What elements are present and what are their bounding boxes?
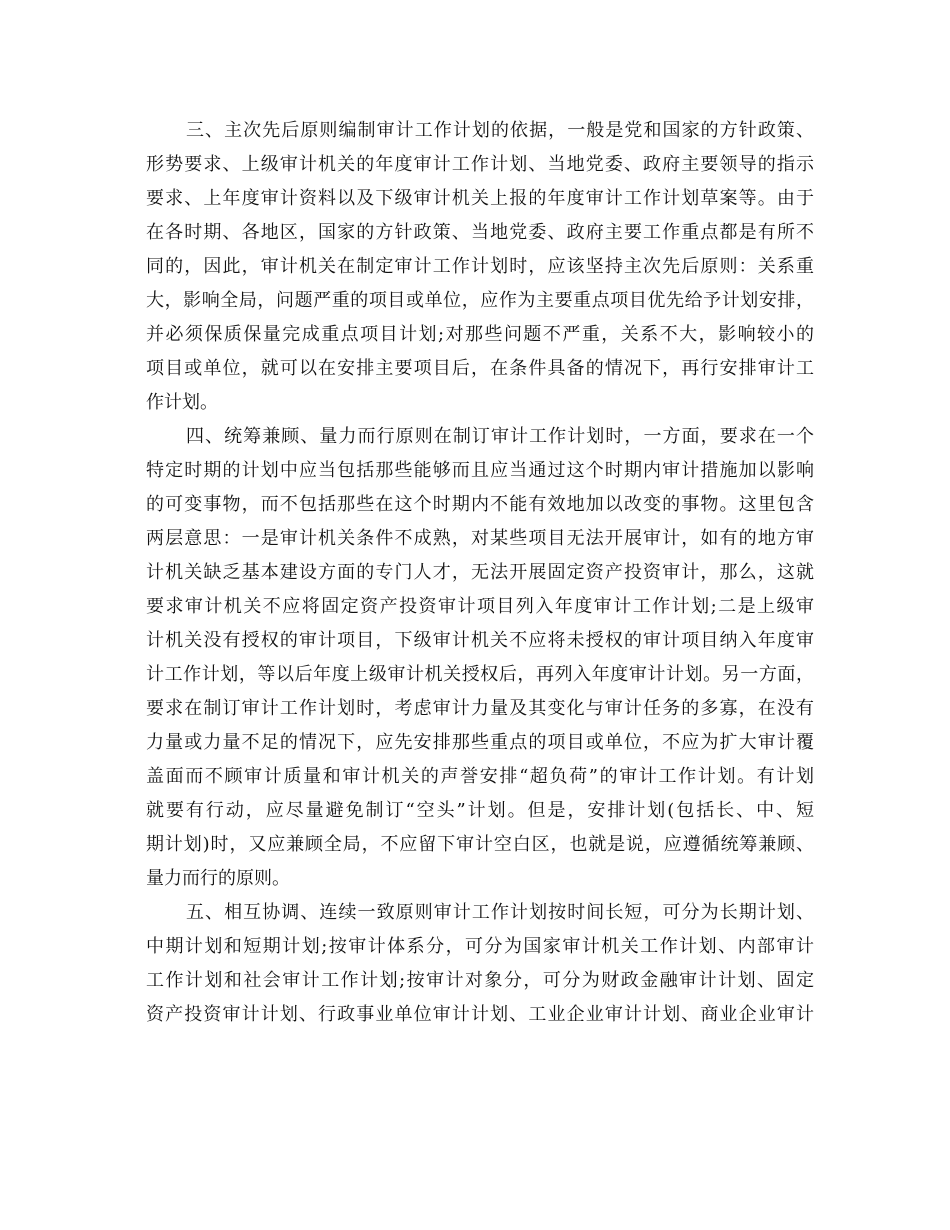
text-line: 两层意思：一是审计机关条件不成熟，对某些项目无法开展审计，如有的地方审 [146, 528, 814, 549]
text-line: 要求审计机关不应将固定资产投资审计项目列入年度审计工作计划;二是上级审 [146, 596, 814, 617]
text-line: 四、统筹兼顾、量力而行原则在制订审计工作计划时，一方面，要求在一个 [186, 426, 814, 447]
text-line: 在各时期、各地区，国家的方针政策、当地党委、政府主要工作重点都是有所不 [146, 222, 814, 243]
text-line: 要求、上年度审计资料以及下级审计机关上报的年度审计工作计划草案等。由于 [146, 188, 814, 209]
paragraph-principle-5 [146, 896, 814, 1032]
text-line: 项目或单位，就可以在安排主要项目后，在条件具备的情况下，再行安排审计工 [146, 358, 814, 379]
text-line: 三、主次先后原则编制审计工作计划的依据，一般是党和国家的方针政策、 [186, 120, 814, 141]
document-body [146, 114, 814, 1032]
paragraph-principle-4 [146, 420, 814, 896]
text-line: 计机关缺乏基本建设方面的专门人才，无法开展固定资产投资审计，那么，这就 [146, 562, 814, 583]
text-line: 盖面而不顾审计质量和审计机关的声誉安排“超负荷”的审计工作计划。有计划 [146, 766, 814, 787]
text-line: 五、相互协调、连续一致原则审计工作计划按时间长短，可分为长期计划、 [186, 902, 814, 923]
text-line: 计机关没有授权的审计项目，下级审计机关不应将未授权的审计项目纳入年度审 [146, 630, 814, 651]
text-line: 同的，因此，审计机关在制定审计工作计划时，应该坚持主次先后原则：关系重 [146, 256, 814, 277]
text-line: 大，影响全局，问题严重的项目或单位，应作为主要重点项目优先给予计划安排， [146, 290, 814, 311]
text-line: 特定时期的计划中应当包括那些能够而且应当通过这个时期内审计措施加以影响 [146, 460, 814, 481]
text-line: 并必须保质保量完成重点项目计划;对那些问题不严重，关系不大，影响较小的 [146, 324, 814, 345]
text-line: 期计划)时，又应兼顾全局，不应留下审计空白区，也就是说，应遵循统筹兼顾、 [146, 834, 814, 855]
text-line: 的可变事物，而不包括那些在这个时期内不能有效地加以改变的事物。这里包含 [146, 494, 814, 515]
text-line: 作计划。 [146, 392, 218, 413]
text-line: 量力而行的原则。 [146, 868, 290, 889]
text-line: 资产投资审计计划、行政事业单位审计计划、工业企业审计计划、商业企业审计 [146, 1004, 814, 1025]
text-line: 力量或力量不足的情况下，应先安排那些重点的项目或单位，不应为扩大审计覆 [146, 732, 814, 753]
paragraph-principle-3 [146, 114, 814, 420]
text-line: 要求在制订审计工作计划时，考虑审计力量及其变化与审计任务的多寡，在没有 [146, 698, 814, 719]
text-line: 中期计划和短期计划;按审计体系分，可分为国家审计机关工作计划、内部审计 [146, 936, 814, 957]
text-line: 形势要求、上级审计机关的年度审计工作计划、当地党委、政府主要领导的指示 [146, 154, 814, 175]
text-line: 计工作计划，等以后年度上级审计机关授权后，再列入年度审计计划。另一方面， [146, 664, 814, 685]
text-line: 工作计划和社会审计工作计划;按审计对象分，可分为财政金融审计计划、固定 [146, 970, 814, 991]
text-line: 就要有行动，应尽量避免制订“空头”计划。但是，安排计划(包括长、中、短 [146, 800, 814, 821]
